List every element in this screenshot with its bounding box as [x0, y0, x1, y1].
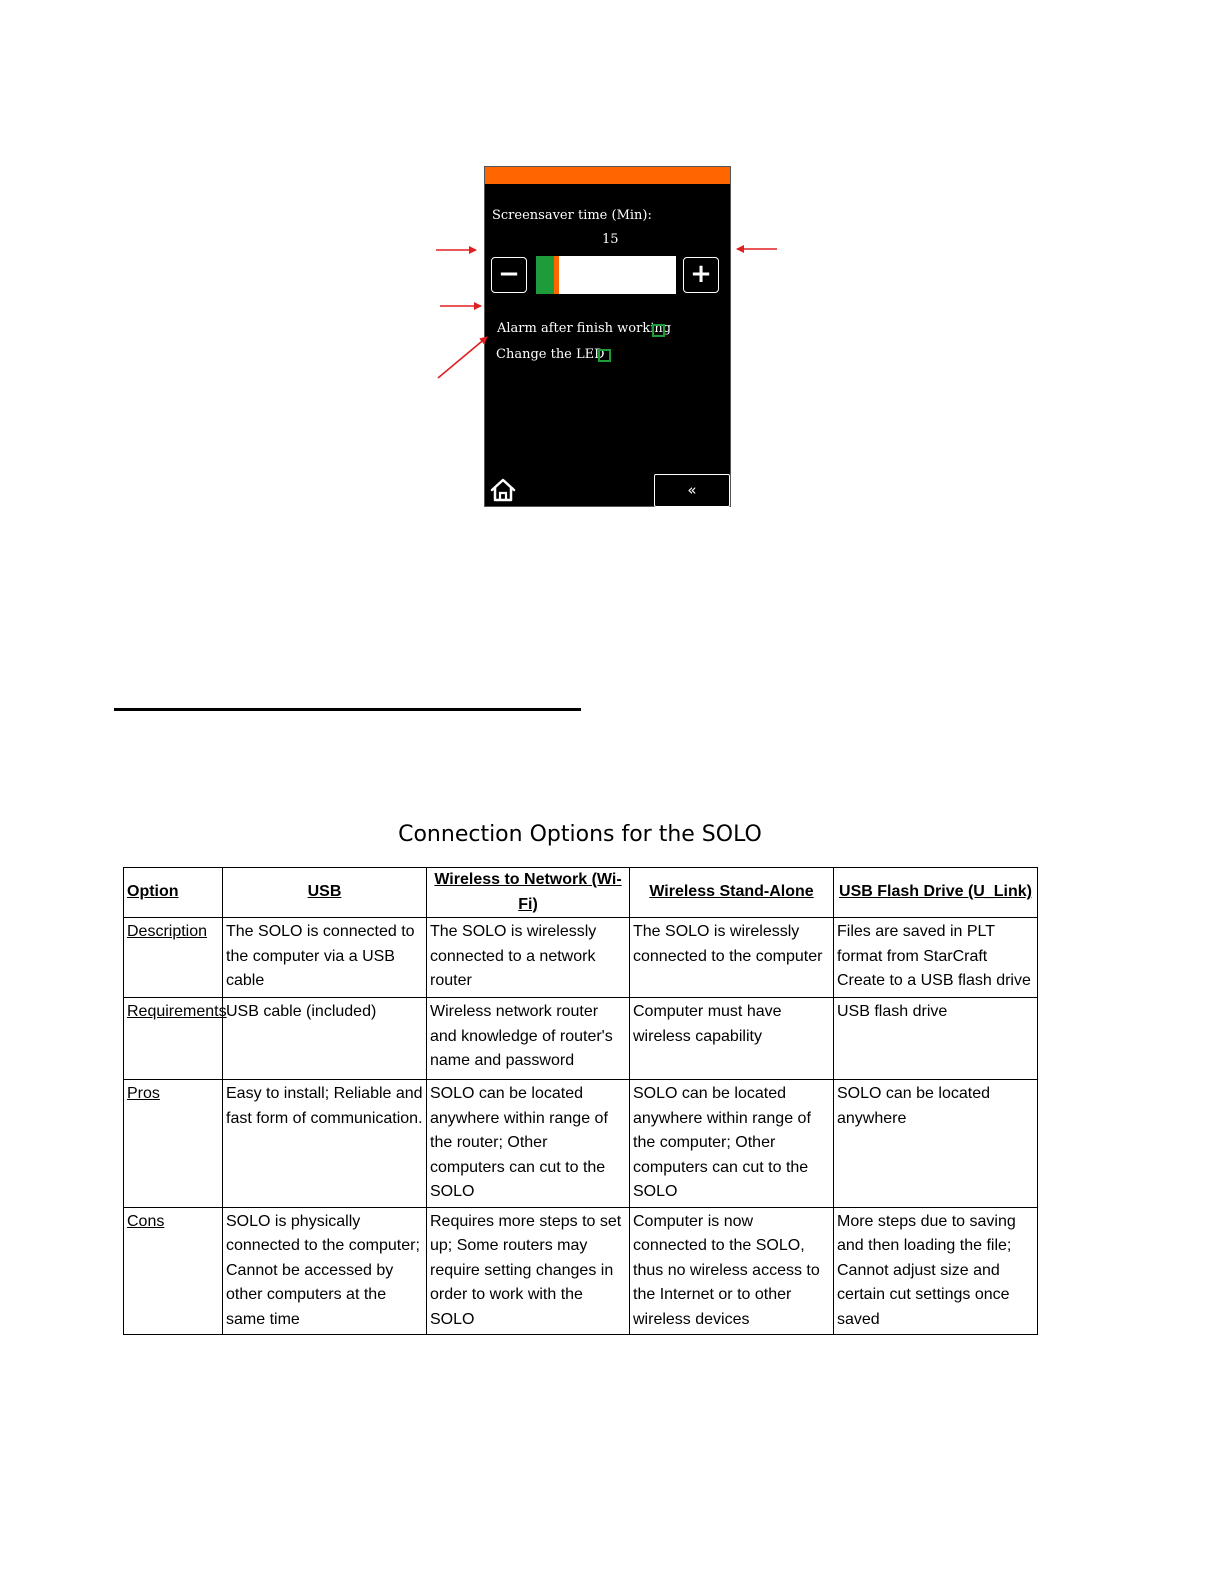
screensaver-slider[interactable]: [536, 256, 676, 294]
home-icon: [489, 476, 517, 504]
table-cell: More steps due to saving and then loading the file; Cannot adjust size and certain cut settings once saved: [834, 1207, 1038, 1335]
table-cell: The SOLO is wirelessly connected to the computer: [630, 918, 834, 998]
screensaver-label: Screensaver time (Min):: [492, 208, 652, 223]
header-flash-drive: USB Flash Drive (U_Link): [834, 868, 1038, 918]
table-cell: USB flash drive: [834, 998, 1038, 1080]
led-option-label: Change the LED: [496, 347, 605, 362]
header-option: Option: [124, 868, 223, 918]
slider-handle[interactable]: [554, 256, 559, 294]
table-cell: Requires more steps to set up; Some routers may require setting changes in order to work with the SOLO: [427, 1207, 630, 1335]
table-cell: SOLO can be located anywhere: [834, 1080, 1038, 1208]
table-cell: USB cable (included): [223, 998, 427, 1080]
table-row: [124, 918, 1038, 998]
table-cell: The SOLO is connected to the computer via a USB cable: [223, 918, 427, 998]
connection-options-table: [123, 867, 1038, 1335]
header-usb: USB: [223, 868, 427, 918]
row-label-description: Description: [124, 918, 223, 998]
table-cell: Wireless network router and knowledge of router's name and password: [427, 998, 630, 1080]
decrease-button[interactable]: −: [491, 257, 527, 293]
device-screen: [484, 166, 731, 507]
table-row: [124, 1207, 1038, 1335]
table-cell: Computer must have wireless capability: [630, 998, 834, 1080]
header-standalone: Wireless Stand-Alone: [630, 868, 834, 918]
alarm-checkbox[interactable]: [652, 324, 665, 337]
increase-button[interactable]: +: [683, 257, 719, 293]
table-cell: SOLO is physically connected to the computer; Cannot be accessed by other computers at the same time: [223, 1207, 427, 1335]
table-row: [124, 998, 1038, 1080]
table-cell: SOLO can be located anywhere within range of the router; Other computers can cut to the SOLO: [427, 1080, 630, 1208]
led-checkbox[interactable]: [598, 349, 611, 362]
double-chevron-left-icon: «: [687, 481, 697, 499]
slider-fill: [536, 256, 554, 294]
table-row: [124, 1080, 1038, 1208]
header-wifi: Wireless to Network (Wi-Fi): [427, 868, 630, 918]
row-label-requirements: Requirements: [124, 998, 223, 1080]
arrow-to-led: [438, 337, 487, 378]
screensaver-value: 15: [602, 232, 619, 247]
table-cell: The SOLO is wirelessly connected to a network router: [427, 918, 630, 998]
table-header-row: [124, 868, 1038, 918]
table-cell: SOLO can be located anywhere within range of the computer; Other computers can cut to the SOLO: [630, 1080, 834, 1208]
table-cell: Easy to install; Reliable and fast form of communication.: [223, 1080, 427, 1208]
table-cell: Files are saved in PLT format from StarCraft Create to a USB flash drive: [834, 918, 1038, 998]
row-label-pros: Pros: [124, 1080, 223, 1208]
section-divider: [114, 708, 581, 711]
device-top-bar: [485, 167, 730, 184]
back-button[interactable]: [654, 474, 730, 507]
home-button[interactable]: [489, 476, 517, 504]
table-cell: Computer is now connected to the SOLO, thus no wireless access to the Internet or to other wireless devices: [630, 1207, 834, 1335]
row-label-cons: Cons: [124, 1207, 223, 1335]
table-title: Connection Options for the SOLO: [398, 822, 762, 847]
alarm-option-label: Alarm after finish working: [497, 321, 672, 336]
